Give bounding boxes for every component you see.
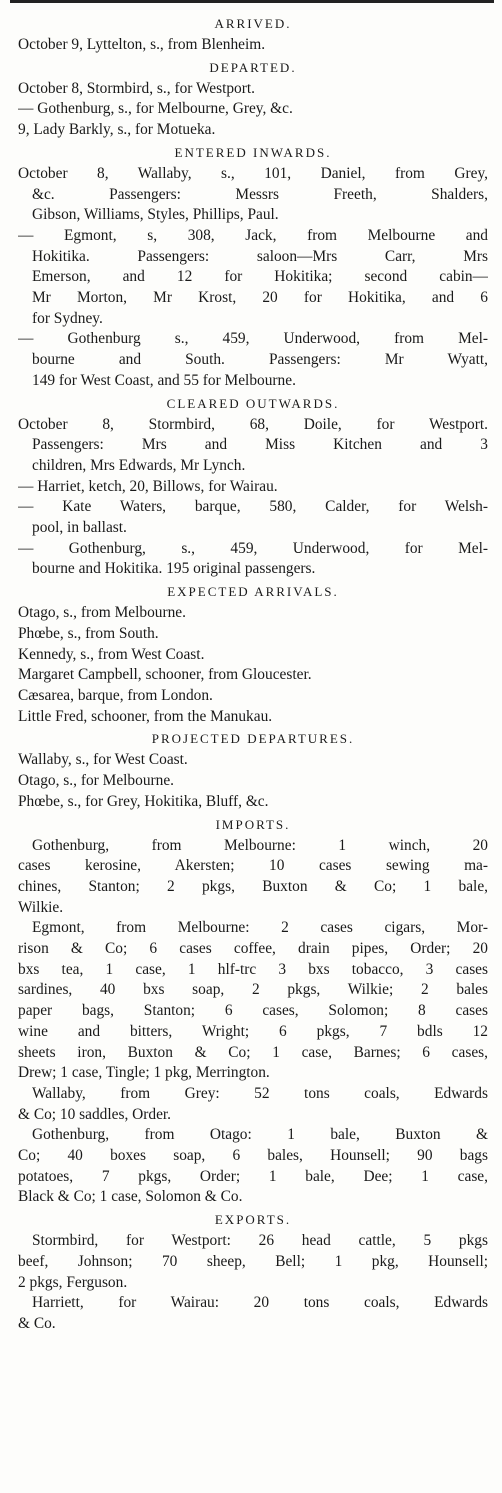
section-4 bbox=[18, 581, 488, 727]
entry bbox=[18, 645, 488, 666]
entry-line: pool, in ballast. bbox=[32, 519, 127, 537]
imports-line: potatoes, 7 pkgs, Order; 1 bale, Dee; 1 case, bbox=[18, 1167, 488, 1185]
entry bbox=[18, 539, 488, 580]
entry bbox=[18, 226, 488, 330]
entry bbox=[18, 120, 488, 141]
entry-line: 149 for West Coast, and 55 for Melbourne. bbox=[32, 371, 296, 389]
imports-line: paper bags, Stanton; 6 cases, Solomon; 8 cases bbox=[18, 1002, 488, 1020]
section-2 bbox=[18, 142, 488, 392]
entry-line: Little Fred, schooner, from the Manukau. bbox=[18, 707, 273, 725]
entry bbox=[18, 624, 488, 645]
entry-line: — Kate Waters, barque, 580, Calder, for Welsh- bbox=[18, 498, 488, 516]
imports-line: Gothenburg, from Melbourne: 1 winch, 20 bbox=[32, 836, 488, 854]
entry-line: for Sydney. bbox=[32, 309, 103, 327]
imports-line: sheets iron, Buxton & Co; 1 case, Barnes; 6 cases, bbox=[18, 1043, 488, 1061]
imports-paragraph bbox=[18, 1084, 488, 1125]
entry-line: Otago, s., for Melbourne. bbox=[18, 772, 175, 790]
entry bbox=[18, 79, 488, 100]
entry-line: October 8, Stormbird, s., for Westport. bbox=[18, 79, 255, 97]
entry-line: Kennedy, s., from West Coast. bbox=[18, 645, 205, 663]
imports-line: Gothenburg, from Otago: 1 bale, Buxton & bbox=[32, 1126, 488, 1144]
section-3 bbox=[18, 393, 488, 581]
imports-heading: IMPORTS. bbox=[215, 816, 291, 832]
imports-line: Black & Co; 1 case, Solomon & Co. bbox=[18, 1188, 243, 1206]
entry-line: Passengers: Mrs and Miss Kitchen and 3 bbox=[32, 436, 488, 454]
imports-section bbox=[18, 814, 488, 1209]
imports-paragraph bbox=[18, 1125, 488, 1208]
entry bbox=[18, 329, 488, 391]
entry bbox=[18, 603, 488, 624]
entry-line: Phœbe, s., from South. bbox=[18, 624, 159, 642]
entry bbox=[18, 497, 488, 538]
entry bbox=[18, 771, 488, 792]
imports-line: sardines, 40 bxs soap, 2 pkgs, Wilkie; 2 bales bbox=[18, 981, 488, 999]
imports-line: Egmont, from Melbourne: 2 cases cigars, Mor- bbox=[32, 919, 488, 937]
entry-line: — Gothenburg s., 459, Underwood, from Mel- bbox=[18, 330, 488, 348]
entry-line: Otago, s., from Melbourne. bbox=[18, 604, 186, 622]
entry bbox=[18, 707, 488, 728]
imports-line: rison & Co; 6 cases coffee, drain pipes, Order; 20 bbox=[18, 940, 488, 958]
imports-paragraph bbox=[18, 836, 488, 919]
entry bbox=[18, 415, 488, 477]
entry bbox=[18, 477, 488, 498]
exports-line: 2 pkgs, Ferguson. bbox=[18, 1273, 128, 1291]
shipping-column bbox=[18, 12, 488, 1335]
top-rule bbox=[10, 0, 494, 3]
section-1 bbox=[18, 57, 488, 141]
entry-line: Mr Morton, Mr Krost, 20 for Hokitika, and 6 bbox=[32, 289, 488, 307]
section-0 bbox=[18, 13, 488, 56]
imports-paragraph bbox=[18, 918, 488, 1084]
entry bbox=[18, 35, 488, 56]
entry-line: Gibson, Williams, Styles, Phillips, Paul. bbox=[32, 206, 279, 224]
section-heading: DEPARTED. bbox=[209, 59, 297, 75]
entry bbox=[18, 750, 488, 771]
entry-line: Wallaby, s., for West Coast. bbox=[18, 751, 188, 769]
imports-line: wine and bitters, Wright; 6 pkgs, 7 bdls 12 bbox=[18, 1022, 488, 1040]
entry-line: Cæsarea, barque, from London. bbox=[18, 686, 213, 704]
imports-line: cases kerosine, Akersten; 10 cases sewing ma- bbox=[18, 857, 488, 875]
exports-line: Harriett, for Wairau: 20 tons coals, Edwards bbox=[32, 1294, 488, 1312]
section-heading: EXPECTED ARRIVALS. bbox=[167, 584, 339, 600]
entry-line: bourne and South. Passengers: Mr Wyatt, bbox=[32, 351, 488, 369]
exports-line: beef, Johnson; 70 sheep, Bell; 1 pkg, Hounsell; bbox=[18, 1252, 488, 1270]
entry-line: bourne and Hokitika. 195 original passengers. bbox=[32, 560, 316, 578]
entry bbox=[18, 686, 488, 707]
section-heading: ENTERED INWARDS. bbox=[174, 144, 332, 160]
entry-line: October 9, Lyttelton, s., from Blenheim. bbox=[18, 36, 266, 53]
entry bbox=[18, 792, 488, 813]
entry-line: — Egmont, s, 308, Jack, from Melbourne and bbox=[18, 226, 488, 244]
entry-line: Hokitika. Passengers: saloon—Mrs Carr, Mrs bbox=[32, 247, 488, 265]
entry-line: October 8, Wallaby, s., 101, Daniel, from Grey, bbox=[18, 164, 488, 182]
exports-paragraph bbox=[18, 1231, 488, 1293]
entry bbox=[18, 665, 488, 686]
entry-line: — Gothenburg, s., for Melbourne, Grey, &c. bbox=[18, 100, 293, 118]
imports-line: Wilkie. bbox=[18, 898, 64, 916]
entry-line: 9, Lady Barkly, s., for Motueka. bbox=[18, 121, 216, 139]
entry-line: — Gothenburg, s., 459, Underwood, for Mel- bbox=[18, 539, 488, 557]
section-heading: ARRIVED. bbox=[214, 16, 292, 31]
entry-line: &c. Passengers: Messrs Freeth, Shalders, bbox=[32, 185, 488, 203]
imports-line: chines, Stanton; 2 pkgs, Buxton & Co; 1 bale, bbox=[18, 877, 488, 895]
section-heading: CLEARED OUTWARDS. bbox=[166, 395, 340, 411]
entry bbox=[18, 99, 488, 120]
entry-line: October 8, Stormbird, 68, Doile, for Westport. bbox=[18, 415, 488, 433]
exports-paragraph bbox=[18, 1293, 488, 1334]
section-heading: PROJECTED DEPARTURES. bbox=[151, 731, 355, 747]
exports-line: Stormbird, for Westport: 26 head cattle, 5 pkgs bbox=[32, 1232, 488, 1250]
entry-line: Emerson, and 12 for Hokitika; second cabin— bbox=[32, 268, 488, 286]
imports-line: Drew; 1 case, Tingle; 1 pkg, Merrington. bbox=[18, 1064, 270, 1082]
entry bbox=[18, 164, 488, 226]
entry-line: children, Mrs Edwards, Mr Lynch. bbox=[32, 456, 246, 474]
entry-line: — Harriet, ketch, 20, Billows, for Wairau. bbox=[18, 477, 278, 495]
imports-line: Co; 40 boxes soap, 6 bales, Hounsell; 90 bags bbox=[18, 1147, 488, 1165]
exports-section bbox=[18, 1209, 488, 1335]
exports-heading: EXPORTS. bbox=[214, 1212, 292, 1228]
section-5 bbox=[18, 728, 488, 812]
imports-line: bxs tea, 1 case, 1 hlf-trc 3 bxs tobacco, 3 cases bbox=[18, 960, 488, 978]
imports-line: & Co; 10 saddles, Order. bbox=[18, 1105, 172, 1123]
imports-line: Wallaby, from Grey: 52 tons coals, Edwards bbox=[32, 1084, 488, 1102]
entry-line: Margaret Campbell, schooner, from Gloucester. bbox=[18, 666, 312, 684]
exports-line: & Co. bbox=[18, 1314, 56, 1332]
entry-line: Phœbe, s., for Grey, Hokitika, Bluff, &c. bbox=[18, 792, 269, 810]
